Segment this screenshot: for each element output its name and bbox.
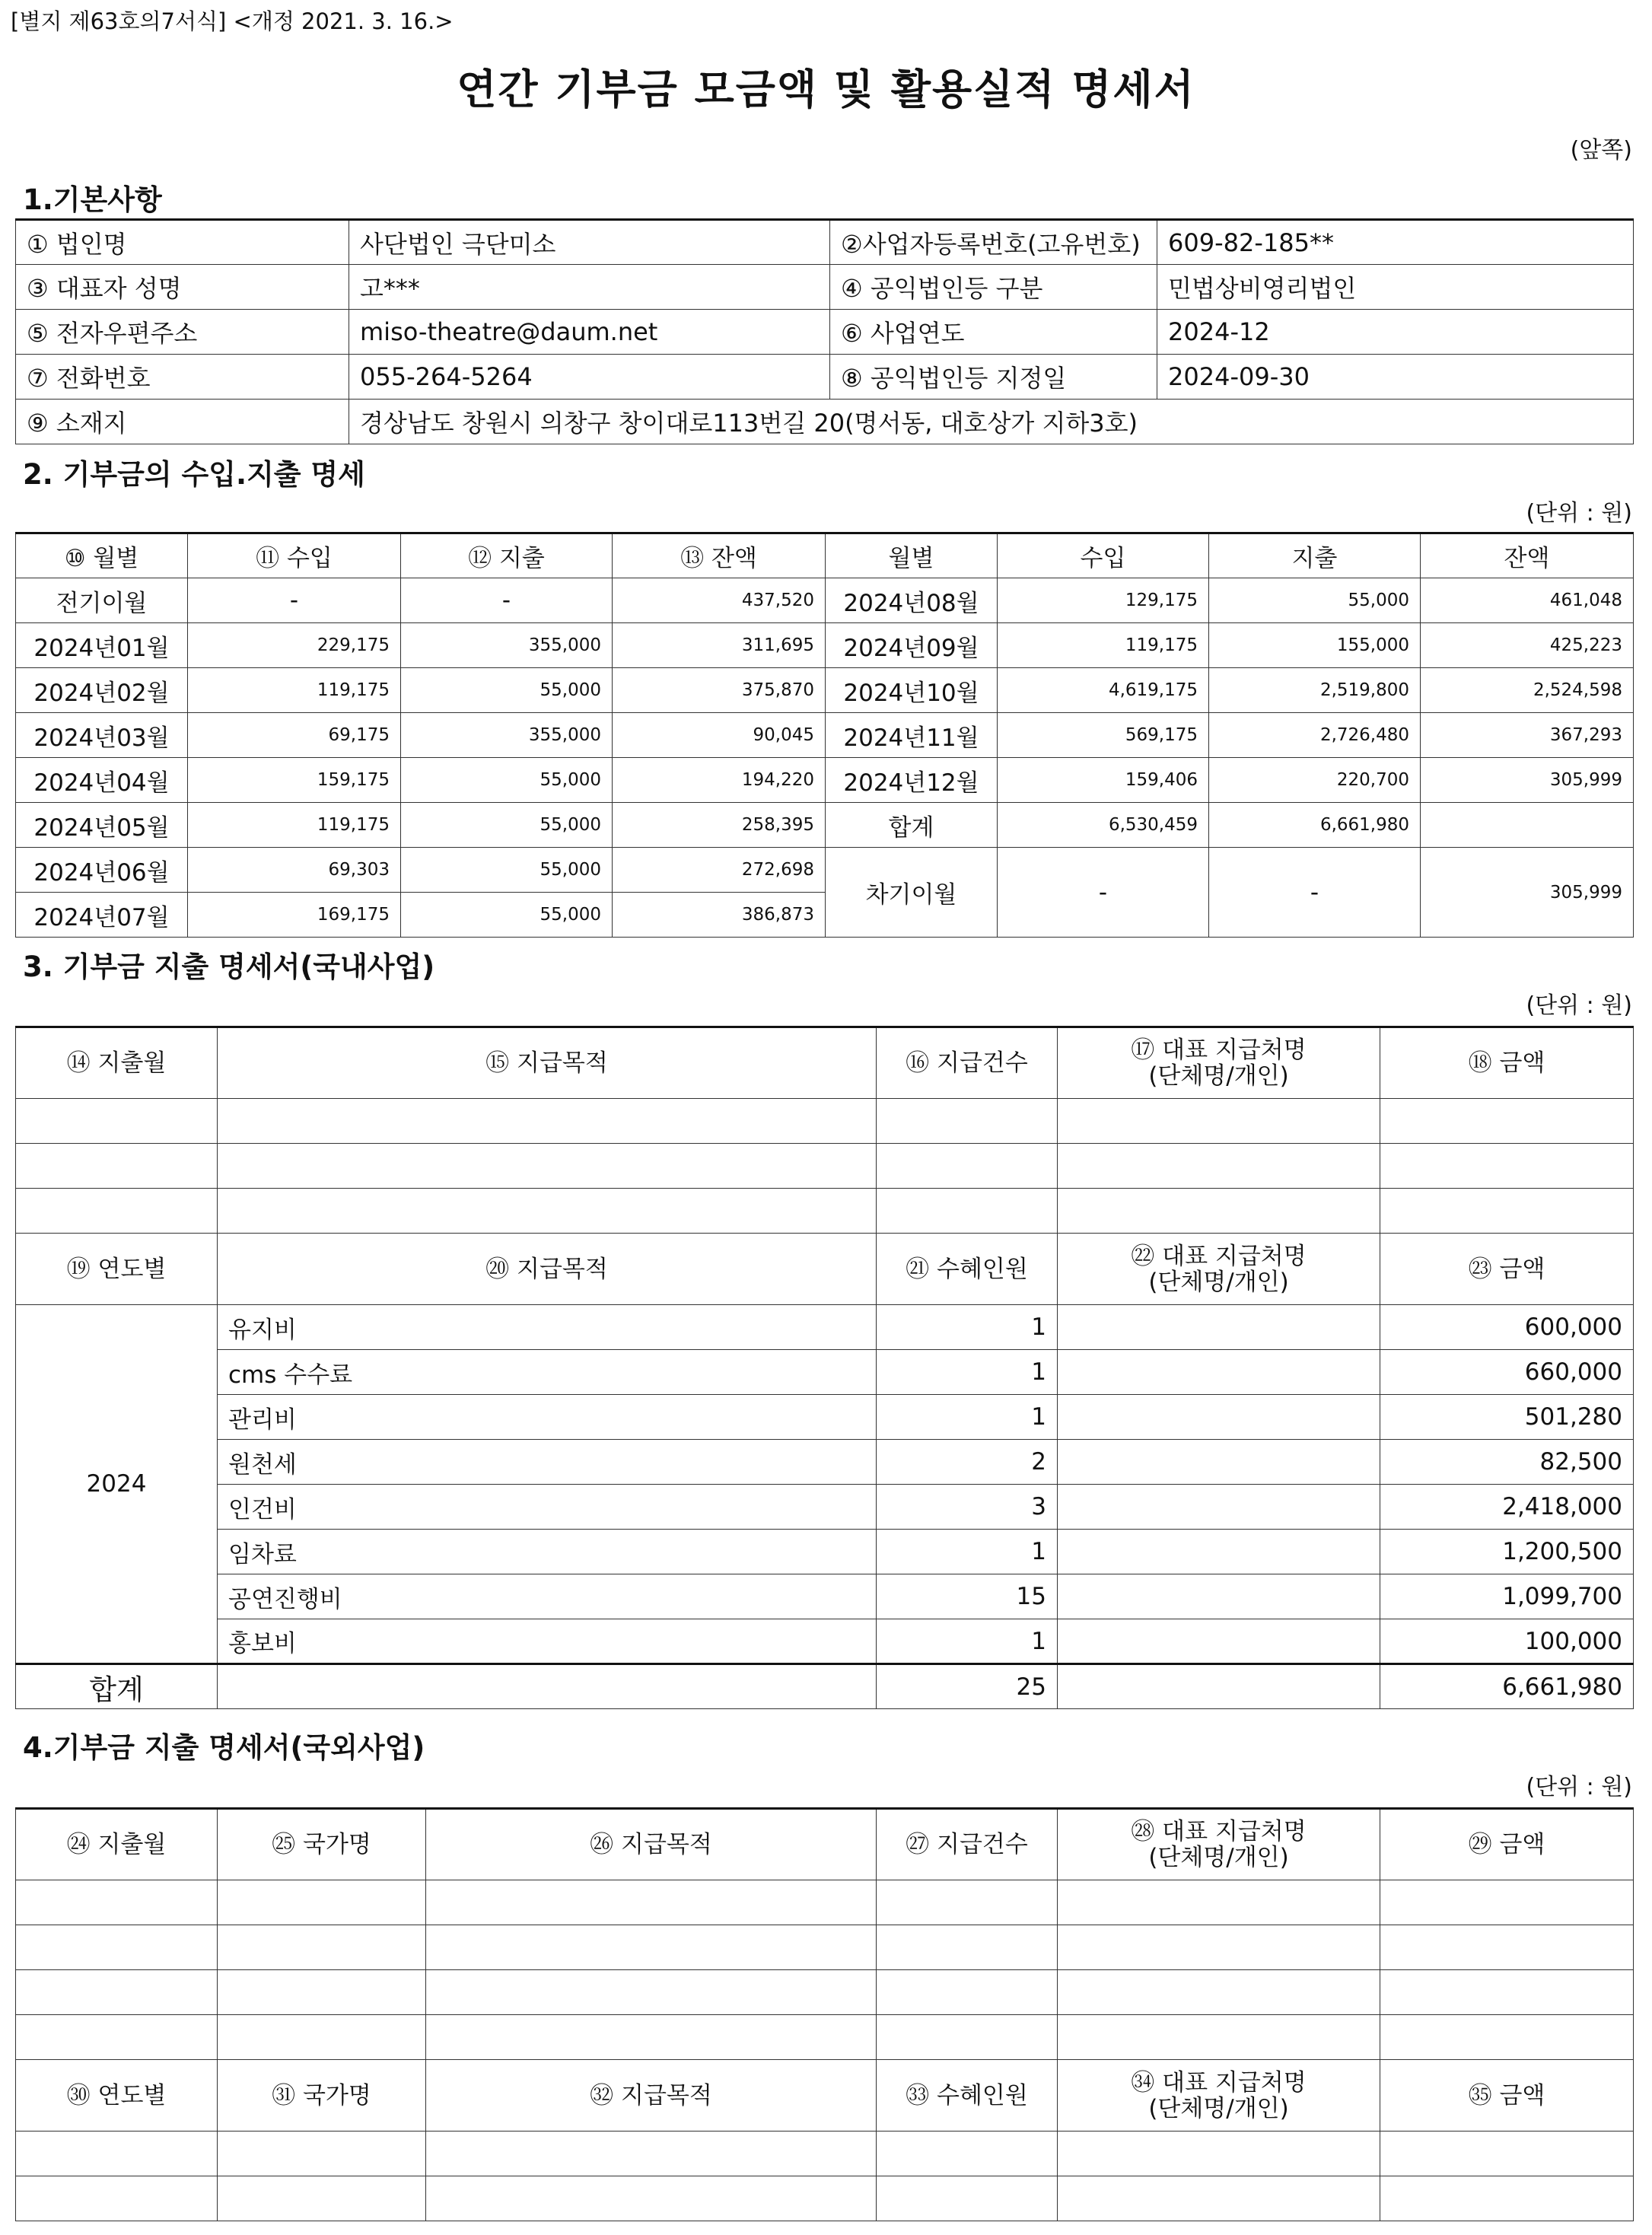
- ovs-head-month: ㉔ 지출월: [16, 1809, 218, 1880]
- value-address: 경상남도 창원시 의창구 창이대로113번길 20(명서동, 대호상가 지하3호): [349, 400, 1634, 444]
- income-value: 355,000: [401, 713, 613, 758]
- income-month: 2024년01월: [16, 623, 188, 668]
- dom-count: 1: [877, 1350, 1058, 1395]
- label-year: ⑥ 사업연도: [830, 310, 1157, 355]
- income-month: 합계: [826, 803, 998, 848]
- ovs-head-payee: [1058, 1809, 1380, 1880]
- dom-empty-row: [16, 1189, 1634, 1234]
- dom-total-label: 합계: [16, 1664, 218, 1709]
- income-value: 55,000: [401, 758, 613, 803]
- dom-row: [16, 1574, 1634, 1619]
- dom-purpose: cms 수수료: [218, 1350, 877, 1395]
- dom-head-payee: [1058, 1027, 1380, 1099]
- dom-count: 15: [877, 1574, 1058, 1619]
- page-title: 연간 기부금 모금액 및 활용실적 명세서: [457, 65, 1195, 113]
- dom-head2-purpose: ⑳ 지급목적: [218, 1234, 877, 1305]
- unit-label: (단위 : 원): [1526, 1774, 1632, 1800]
- dom-purpose: 홍보비: [218, 1619, 877, 1664]
- income-value: 119,175: [188, 803, 401, 848]
- income-month: 2024년10월: [826, 668, 998, 713]
- income-head-6: 지출: [1209, 533, 1421, 578]
- unit-label: (단위 : 원): [1526, 500, 1632, 527]
- income-value: 461,048: [1421, 578, 1634, 623]
- dom-payee: [1058, 1350, 1380, 1395]
- income-value: 129,175: [998, 578, 1209, 623]
- income-row: [16, 758, 1634, 803]
- income-month: 2024년07월: [16, 893, 188, 938]
- carry-value: -: [998, 848, 1209, 938]
- income-row: [16, 578, 1634, 623]
- income-value: 55,000: [401, 893, 613, 938]
- label-type: ④ 공익법인등 구분: [830, 265, 1157, 310]
- dom-payee: [1058, 1485, 1380, 1530]
- dom-year: 2024: [16, 1305, 218, 1664]
- dom-head2-year: ⑲ 연도별: [16, 1234, 218, 1305]
- dom-amount: 1,200,500: [1380, 1530, 1634, 1574]
- dom-count: 1: [877, 1305, 1058, 1350]
- income-value: 55,000: [401, 848, 613, 893]
- ovs-head2-payee-line1: ㉞ 대표 지급처명: [1131, 2068, 1307, 2097]
- income-head-1: ⑪ 수입: [188, 533, 401, 578]
- basic-info-table: [15, 218, 1634, 444]
- income-month: 2024년04월: [16, 758, 188, 803]
- income-value: 4,619,175: [998, 668, 1209, 713]
- dom-row: [16, 1350, 1634, 1395]
- dom-amount: 82,500: [1380, 1440, 1634, 1485]
- dom-amount: 2,418,000: [1380, 1485, 1634, 1530]
- unit-label: (단위 : 원): [1526, 992, 1632, 1019]
- ovs-empty-row: [16, 1925, 1634, 1970]
- ovs-head-purpose: ㉖ 지급목적: [426, 1809, 877, 1880]
- value-email: miso-theatre@daum.net: [349, 310, 830, 355]
- dom-count: 3: [877, 1485, 1058, 1530]
- ovs-empty-row: [16, 2132, 1634, 2176]
- income-value: 55,000: [401, 803, 613, 848]
- income-month: 전기이월: [16, 578, 188, 623]
- income-value: 55,000: [1209, 578, 1421, 623]
- income-value: 55,000: [401, 668, 613, 713]
- income-value: 2,726,480: [1209, 713, 1421, 758]
- label-corp-name: ① 법인명: [16, 220, 349, 265]
- dom-row: [16, 1395, 1634, 1440]
- dom-payee: [1058, 1305, 1380, 1350]
- income-month: 2024년12월: [826, 758, 998, 803]
- ovs-empty-row: [16, 1880, 1634, 1925]
- dom-row: [16, 1619, 1634, 1664]
- income-head-0: ⑩ 월별: [16, 533, 188, 578]
- income-month: 2024년03월: [16, 713, 188, 758]
- dom-head-amount: ⑱ 금액: [1380, 1027, 1634, 1099]
- label-rep: ③ 대표자 성명: [16, 265, 349, 310]
- income-value: 119,175: [188, 668, 401, 713]
- dom-payee: [1058, 1530, 1380, 1574]
- overseas-table: [15, 1807, 1634, 2221]
- dom-total-amount: 6,661,980: [1380, 1664, 1634, 1709]
- dom-head-payee-line1: ⑰ 대표 지급처명: [1131, 1036, 1307, 1064]
- carry-value: 305,999: [1421, 848, 1634, 938]
- income-value: -: [188, 578, 401, 623]
- income-head-4: 월별: [826, 533, 998, 578]
- dom-head2-amount: ㉓ 금액: [1380, 1234, 1634, 1305]
- dom-row: [16, 1440, 1634, 1485]
- income-value: -: [401, 578, 613, 623]
- income-value: 425,223: [1421, 623, 1634, 668]
- value-corp-name: 사단법인 극단미소: [349, 220, 830, 265]
- value-type: 민법상비영리법인: [1157, 265, 1634, 310]
- income-row: [16, 848, 1634, 893]
- dom-head2-payee: [1058, 1234, 1380, 1305]
- income-month: 2024년09월: [826, 623, 998, 668]
- dom-head-purpose: ⑮ 지급목적: [218, 1027, 877, 1099]
- dom-payee: [1058, 1395, 1380, 1440]
- dom-purpose: 원천세: [218, 1440, 877, 1485]
- value-biz-no: 609-82-185**: [1157, 220, 1634, 265]
- ovs-head-count: ㉗ 지급건수: [877, 1809, 1058, 1880]
- dom-head-count: ⑯ 지급건수: [877, 1027, 1058, 1099]
- ovs-head-payee-line2: (단체명/개인): [1148, 1844, 1289, 1871]
- income-head-2: ⑫ 지출: [401, 533, 613, 578]
- income-value: 437,520: [613, 578, 826, 623]
- income-table: [15, 532, 1634, 938]
- income-value: 69,303: [188, 848, 401, 893]
- dom-payee: [1058, 1619, 1380, 1664]
- dom-count: 2: [877, 1440, 1058, 1485]
- dom-purpose: 임차료: [218, 1530, 877, 1574]
- dom-total-payee: [1058, 1664, 1380, 1709]
- ovs-head2-beneficiaries: ㉝ 수혜인원: [877, 2060, 1058, 2132]
- income-value: 155,000: [1209, 623, 1421, 668]
- ovs-head-payee-line1: ㉘ 대표 지급처명: [1131, 1818, 1307, 1845]
- carry-value: -: [1209, 848, 1421, 938]
- dom-purpose: 관리비: [218, 1395, 877, 1440]
- ovs-head2-year: ㉚ 연도별: [16, 2060, 218, 2132]
- income-value: 119,175: [998, 623, 1209, 668]
- dom-purpose: 공연진행비: [218, 1574, 877, 1619]
- income-head-3: ⑬ 잔액: [613, 533, 826, 578]
- ovs-head2-country: ㉛ 국가명: [218, 2060, 426, 2132]
- dom-head-month: ⑭ 지출월: [16, 1027, 218, 1099]
- ovs-head2-purpose: ㉜ 지급목적: [426, 2060, 877, 2132]
- dom-payee: [1058, 1574, 1380, 1619]
- value-rep: 고***: [349, 265, 830, 310]
- dom-purpose: 인건비: [218, 1485, 877, 1530]
- dom-total-purpose: [218, 1664, 877, 1709]
- value-designated: 2024-09-30: [1157, 355, 1634, 400]
- dom-payee: [1058, 1440, 1380, 1485]
- income-month: 2024년08월: [826, 578, 998, 623]
- income-value: 386,873: [613, 893, 826, 938]
- form-header: [별지 제63호의7서식] <개정 2021. 3. 16.>: [11, 8, 454, 34]
- income-value: 6,661,980: [1209, 803, 1421, 848]
- label-designated: ⑧ 공익법인등 지정일: [830, 355, 1157, 400]
- dom-empty-row: [16, 1144, 1634, 1189]
- carry-label: 차기이월: [826, 848, 998, 938]
- income-month: 2024년11월: [826, 713, 998, 758]
- ovs-head-amount: ㉙ 금액: [1380, 1809, 1634, 1880]
- income-head-5: 수입: [998, 533, 1209, 578]
- income-value: 159,406: [998, 758, 1209, 803]
- dom-row: [16, 1485, 1634, 1530]
- dom-empty-row: [16, 1099, 1634, 1144]
- income-head-7: 잔액: [1421, 533, 1634, 578]
- dom-amount: 600,000: [1380, 1305, 1634, 1350]
- income-value: 258,395: [613, 803, 826, 848]
- income-month: 2024년05월: [16, 803, 188, 848]
- dom-head2-payee-line1: ㉒ 대표 지급처명: [1131, 1242, 1307, 1270]
- label-email: ⑤ 전자우편주소: [16, 310, 349, 355]
- dom-count: 1: [877, 1530, 1058, 1574]
- dom-total-count: 25: [877, 1664, 1058, 1709]
- dom-head-payee-line2: (단체명/개인): [1148, 1062, 1289, 1090]
- income-value: [1421, 803, 1634, 848]
- dom-amount: 1,099,700: [1380, 1574, 1634, 1619]
- dom-amount: 660,000: [1380, 1350, 1634, 1395]
- income-value: 169,175: [188, 893, 401, 938]
- section-income-title: 2. 기부금의 수입.지출 명세: [23, 458, 365, 491]
- income-row: [16, 668, 1634, 713]
- income-value: 375,870: [613, 668, 826, 713]
- value-phone: 055-264-5264: [349, 355, 830, 400]
- income-value: 272,698: [613, 848, 826, 893]
- income-month: 2024년02월: [16, 668, 188, 713]
- income-value: 229,175: [188, 623, 401, 668]
- income-value: 2,524,598: [1421, 668, 1634, 713]
- label-phone: ⑦ 전화번호: [16, 355, 349, 400]
- income-value: 311,695: [613, 623, 826, 668]
- income-month: 2024년06월: [16, 848, 188, 893]
- dom-amount: 100,000: [1380, 1619, 1634, 1664]
- income-value: 90,045: [613, 713, 826, 758]
- dom-head2-beneficiaries: ㉑ 수혜인원: [877, 1234, 1058, 1305]
- label-address: ⑨ 소재지: [16, 400, 349, 444]
- income-row: [16, 623, 1634, 668]
- ovs-empty-row: [16, 2015, 1634, 2060]
- ovs-empty-row: [16, 2176, 1634, 2221]
- section-overseas-title: 4.기부금 지출 명세서(국외사업): [23, 1731, 425, 1764]
- income-value: 569,175: [998, 713, 1209, 758]
- domestic-table: [15, 1026, 1634, 1709]
- income-value: 6,530,459: [998, 803, 1209, 848]
- dom-row: [16, 1530, 1634, 1574]
- ovs-head2-payee-line2: (단체명/개인): [1148, 2094, 1289, 2122]
- dom-count: 1: [877, 1619, 1058, 1664]
- side-note: (앞쪽): [1570, 137, 1632, 164]
- dom-amount: 501,280: [1380, 1395, 1634, 1440]
- income-value: 194,220: [613, 758, 826, 803]
- income-value: 355,000: [401, 623, 613, 668]
- income-value: 367,293: [1421, 713, 1634, 758]
- income-value: 220,700: [1209, 758, 1421, 803]
- value-year: 2024-12: [1157, 310, 1634, 355]
- section-basic-title: 1.기본사항: [23, 183, 162, 216]
- dom-purpose: 유지비: [218, 1305, 877, 1350]
- dom-row: [16, 1305, 1634, 1350]
- label-biz-no: ②사업자등록번호(고유번호): [830, 220, 1157, 265]
- dom-head2-payee-line2: (단체명/개인): [1148, 1268, 1289, 1296]
- ovs-empty-row: [16, 1970, 1634, 2015]
- ovs-head2-payee: [1058, 2060, 1380, 2132]
- income-value: 69,175: [188, 713, 401, 758]
- income-value: 159,175: [188, 758, 401, 803]
- income-row: [16, 713, 1634, 758]
- income-value: 2,519,800: [1209, 668, 1421, 713]
- income-value: 305,999: [1421, 758, 1634, 803]
- ovs-head2-amount: ㉟ 금액: [1380, 2060, 1634, 2132]
- income-row: [16, 803, 1634, 848]
- ovs-head-country: ㉕ 국가명: [218, 1809, 426, 1880]
- dom-count: 1: [877, 1395, 1058, 1440]
- section-domestic-title: 3. 기부금 지출 명세서(국내사업): [23, 950, 435, 983]
